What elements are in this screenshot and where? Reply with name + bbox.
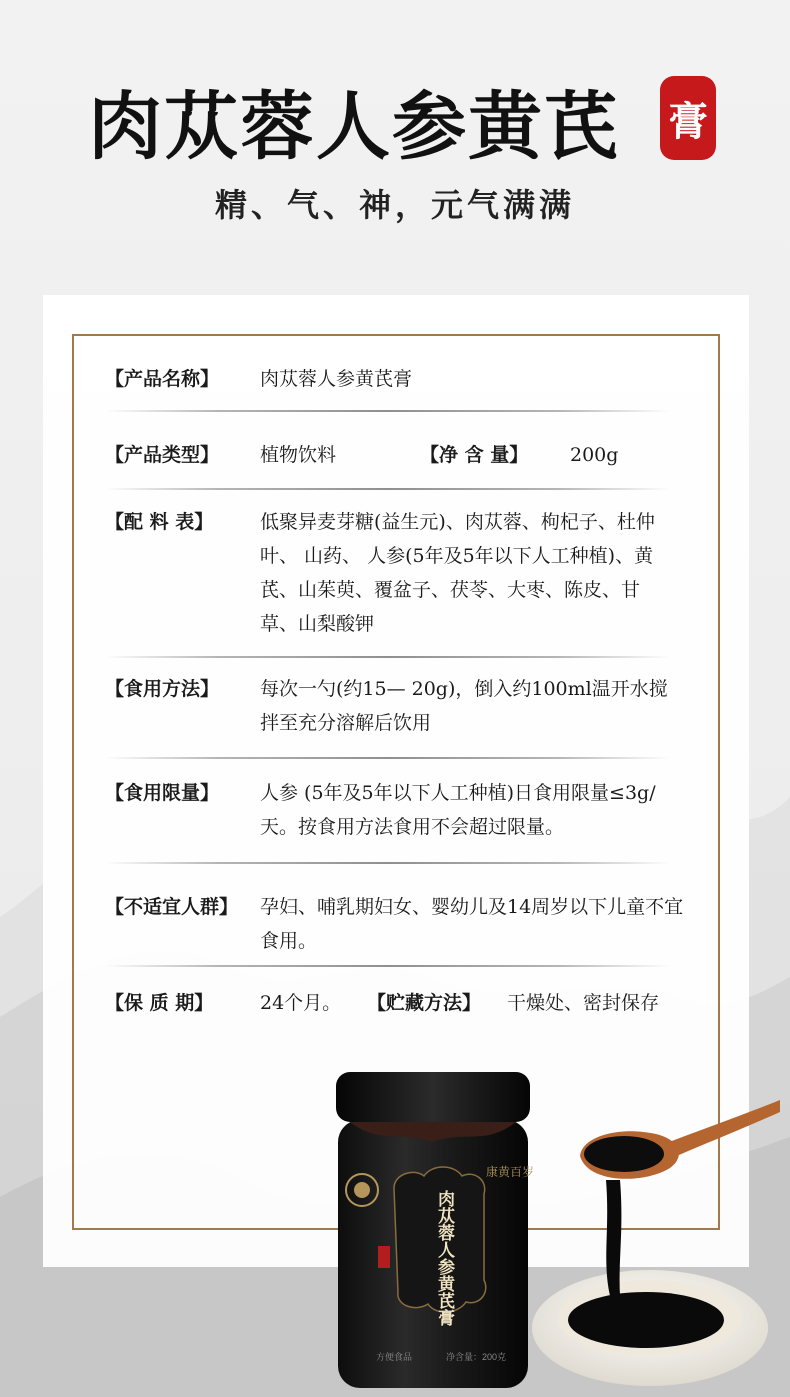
row-product-type <box>105 438 685 472</box>
usage-value: 每次一勺(约15— 20g)，倒入约100ml温开水搅拌至充分溶解后饮用 <box>260 678 668 734</box>
divider <box>105 757 670 759</box>
storage-label: 【贮藏方法】 <box>367 992 482 1014</box>
usage-label: 【食用方法】 <box>105 678 220 700</box>
divider <box>105 488 670 490</box>
divider <box>105 410 670 412</box>
storage-value: 干燥处、密封保存 <box>507 992 660 1014</box>
page-title: 肉苁蓉人参黄芪 <box>88 84 620 170</box>
limit-value: 人参 (5年及5年以下人工种植)日食用限量≤3g/天。按食用方法食用不会超过限量。 <box>260 782 656 838</box>
ingredients-label: 【配 料 表】 <box>105 511 214 533</box>
jar-brand: 康黄百岁 <box>486 1165 535 1179</box>
unsuitable-value: 孕妇、哺乳期妇女、婴幼儿及14周岁以下儿童不宜食用。 <box>260 896 684 952</box>
row-ingredients <box>105 505 685 645</box>
row-shelf-life <box>105 986 685 1020</box>
jar-cap <box>336 1072 530 1122</box>
jar-net-content: 净含量：200克 <box>446 1352 507 1362</box>
shelf-life-label: 【保 质 期】 <box>105 992 214 1014</box>
limit-label: 【食用限量】 <box>105 782 220 804</box>
net-content-value: 200g <box>570 444 619 466</box>
page-subtitle: 精、气、神，元气满满 <box>214 186 575 224</box>
title-block <box>0 68 790 178</box>
product-type-value: 植物饮料 <box>260 444 337 466</box>
shelf-life-value: 24个月。 <box>260 992 342 1014</box>
product-type-label: 【产品类型】 <box>105 444 220 466</box>
unsuitable-label: 【不适宜人群】 <box>105 896 239 918</box>
jar-category: 方便食品 <box>376 1352 413 1362</box>
product-image <box>320 1060 780 1397</box>
row-unsuitable <box>105 890 685 960</box>
product-name-label: 【产品名称】 <box>105 368 220 390</box>
row-limit <box>105 776 685 846</box>
divider <box>105 862 670 864</box>
divider <box>105 965 670 967</box>
product-name-value: 肉苁蓉人参黄芪膏 <box>260 368 413 390</box>
jar-product-name: 肉苁蓉人参黄芪膏 <box>434 1190 454 1326</box>
row-product-name <box>105 362 685 396</box>
divider <box>105 656 670 658</box>
ingredients-value: 低聚异麦芽糖(益生元)、肉苁蓉、枸杞子、杜仲叶、 山药、 人参(5年及5年以下人工种植)、黄芪、山茱萸、覆盆子、茯苓、大枣、陈皮、甘草、山梨酸钾 <box>260 511 655 635</box>
seal-stamp: 膏 <box>660 76 716 160</box>
paste-in-bowl <box>568 1292 724 1348</box>
net-content-label: 【净 含 量】 <box>420 444 529 466</box>
row-usage <box>105 672 685 742</box>
